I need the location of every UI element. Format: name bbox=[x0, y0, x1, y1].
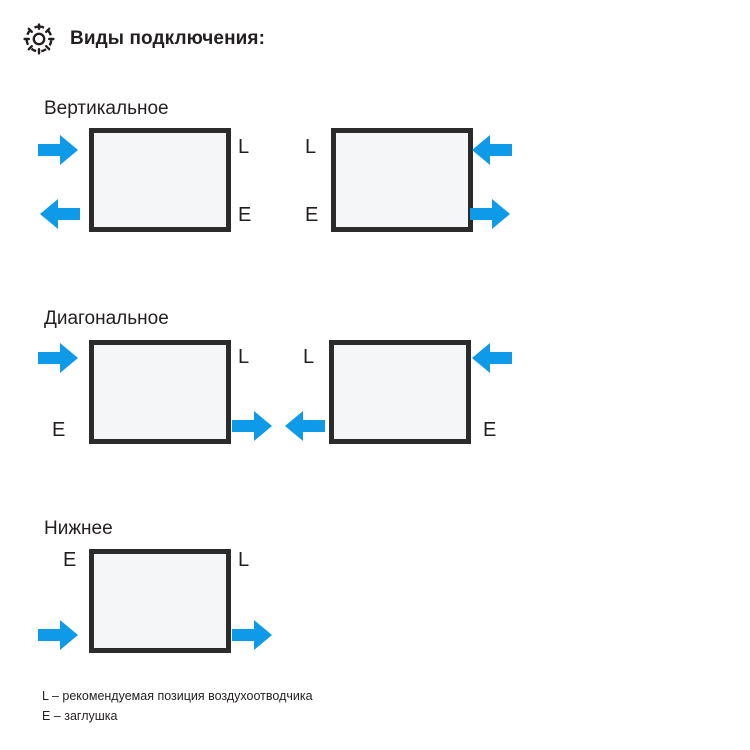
arrow-bottom-left-out-diagonal-right bbox=[283, 409, 325, 443]
radiator-diagonal-left bbox=[89, 340, 231, 444]
radiator-bottom-single bbox=[89, 549, 231, 653]
port-label-bottom-single-top-left: E bbox=[63, 549, 77, 571]
port-label-bottom-single-top-right: L bbox=[238, 549, 250, 571]
port-label-diagonal-right-top: L bbox=[303, 346, 315, 368]
arrow-top-left-in-diagonal-left bbox=[38, 341, 80, 375]
port-label-vertical-left-bottom: E bbox=[238, 204, 252, 226]
radiator-diagonal-right bbox=[329, 340, 471, 444]
port-label-diagonal-right-bottom: E bbox=[483, 419, 497, 441]
port-label-diagonal-left-top: L bbox=[238, 346, 250, 368]
port-label-diagonal-left-bottom: E bbox=[52, 419, 66, 441]
port-label-vertical-right-bottom: E bbox=[305, 204, 319, 226]
radiator-vertical-right bbox=[331, 128, 473, 232]
legend-line-air-vent: L – рекомендуемая позиция воздухоотводчика bbox=[42, 689, 313, 704]
arrow-bottom-right-out-bottom-single bbox=[232, 618, 274, 652]
page-title: Виды подключения: bbox=[70, 28, 266, 49]
section-title-bottom: Нижнее bbox=[44, 518, 113, 539]
section-title-vertical: Вертикальное bbox=[44, 98, 169, 119]
header bbox=[22, 22, 265, 56]
arrow-bottom-right-out-diagonal-left bbox=[232, 409, 274, 443]
arrow-bottom-left-out-vertical-left bbox=[38, 197, 80, 231]
arrow-top-right-in-vertical-right bbox=[470, 133, 512, 167]
port-label-vertical-right-top: L bbox=[305, 136, 317, 158]
section-title-diagonal: Диагональное bbox=[44, 308, 169, 329]
arrow-bottom-right-out-vertical-right bbox=[470, 197, 512, 231]
arrow-top-right-in-diagonal-right bbox=[470, 341, 512, 375]
port-label-vertical-left-top: L bbox=[238, 136, 250, 158]
legend bbox=[42, 687, 313, 726]
arrow-bottom-left-in-bottom-single bbox=[38, 618, 80, 652]
legend-line-plug: E – заглушка bbox=[42, 708, 118, 723]
radiator-vertical-left bbox=[89, 128, 231, 232]
arrow-top-left-in-vertical-left bbox=[38, 133, 80, 167]
gear-icon bbox=[22, 22, 56, 56]
